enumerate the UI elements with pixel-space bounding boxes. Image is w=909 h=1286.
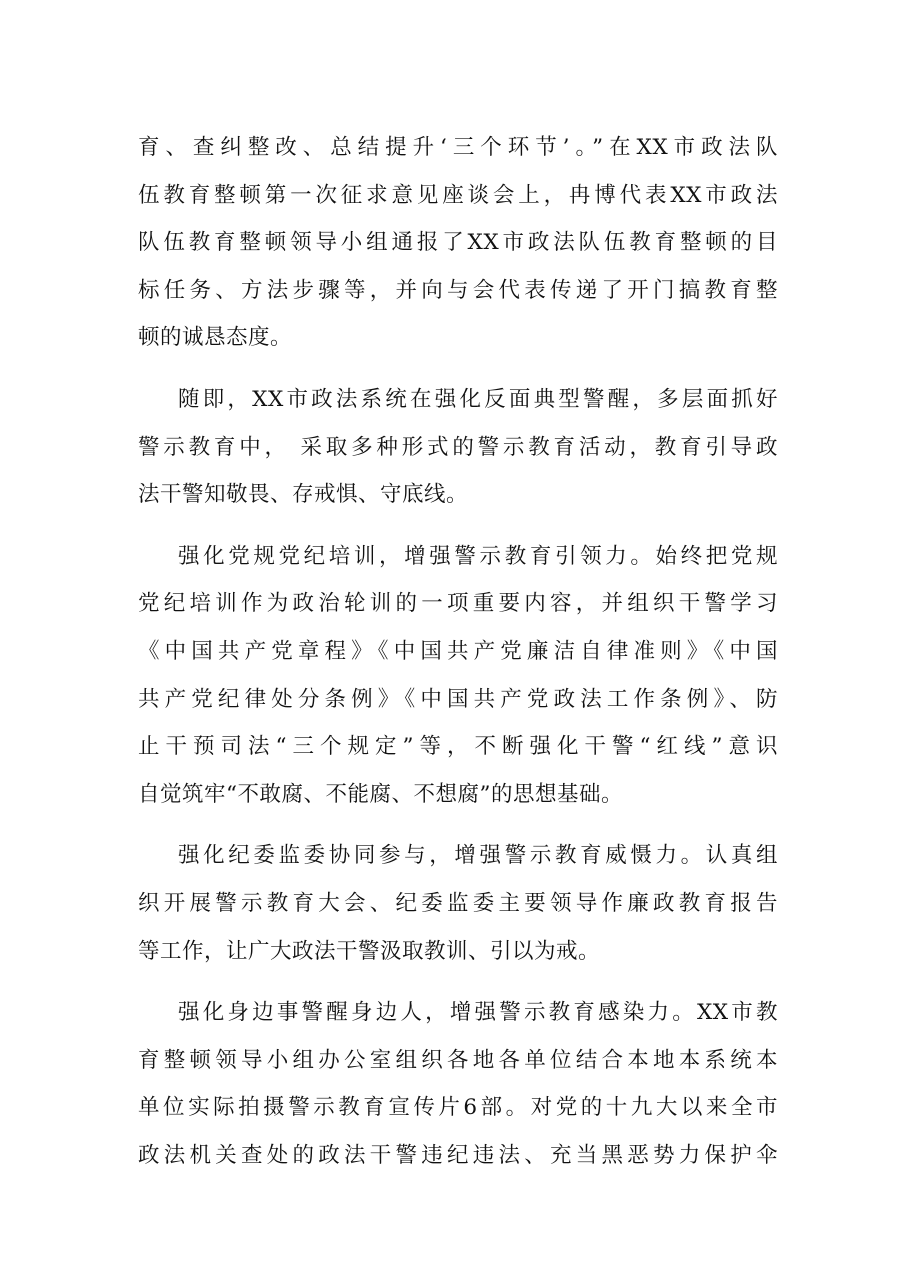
text-line: 警示教育中， 采取多种形式的警示教育活动，教育引导政 (138, 434, 778, 460)
text-line: 自觉筑牢“不敢腐、不能腐、不想腐”的思想基础。 (138, 781, 623, 807)
text-line: 队伍教育整顿领导小组通报了XX市政法队伍教育整顿的目 (138, 230, 778, 256)
text-line: 止干预司法“三个规定”等，不断强化干警“红线”意识 (138, 734, 778, 760)
text-line: 等工作，让广大政法干警汲取教训、引以为戒。 (138, 938, 601, 964)
text-line: 随即，XX市政法系统在强化反面典型警醒，多层面抓好 (178, 386, 778, 412)
text-line: 标任务、方法步骤等，并向与会代表传递了开门搞教育整 (138, 277, 778, 303)
text-line: 党纪培训作为政治轮训的一项重要内容，并组织干警学习 (138, 591, 778, 617)
paragraph-5 (138, 989, 778, 1179)
text-line: 单位实际拍摄警示教育宣传片6部。对党的十九大以来全市 (138, 1095, 778, 1121)
text-line: 育、查纠整改、总结提升‘三个环节’。”在XX市政法队 (138, 135, 778, 160)
paragraph-3 (138, 533, 778, 819)
paragraph-2 (138, 376, 778, 519)
text-line: 强化纪委监委协同参与，增强警示教育威慑力。认真组 (178, 843, 778, 869)
text-line: 法干警知敬畏、存戒惧、守底线。 (138, 482, 469, 508)
paragraph-4 (138, 832, 778, 975)
text-line: 顿的诚恳态度。 (138, 325, 293, 351)
document-body (138, 124, 778, 1193)
text-line: 织开展警示教育大会、纪委监委主要领导作廉政教育报告 (138, 890, 778, 916)
paragraph-1 (138, 124, 778, 362)
text-line: 伍教育整顿第一次征求意见座谈会上，冉博代表XX市政法 (138, 182, 778, 208)
text-line: 政法机关查处的政法干警违纪违法、充当黑恶势力保护伞 (138, 1142, 778, 1168)
text-line: 共产党纪律处分条例》《中国共产党政法工作条例》、防 (138, 686, 778, 712)
text-line: 强化身边事警醒身边人，增强警示教育感染力。XX市教 (178, 1000, 778, 1026)
text-line: 强化党规党纪培训，增强警示教育引领力。始终把党规 (178, 543, 778, 569)
text-line: 育整顿领导小组办公室组织各地各单位结合本地本系统本 (138, 1047, 778, 1073)
text-line: 《中国共产党章程》《中国共产党廉洁自律准则》《中国 (138, 638, 778, 664)
